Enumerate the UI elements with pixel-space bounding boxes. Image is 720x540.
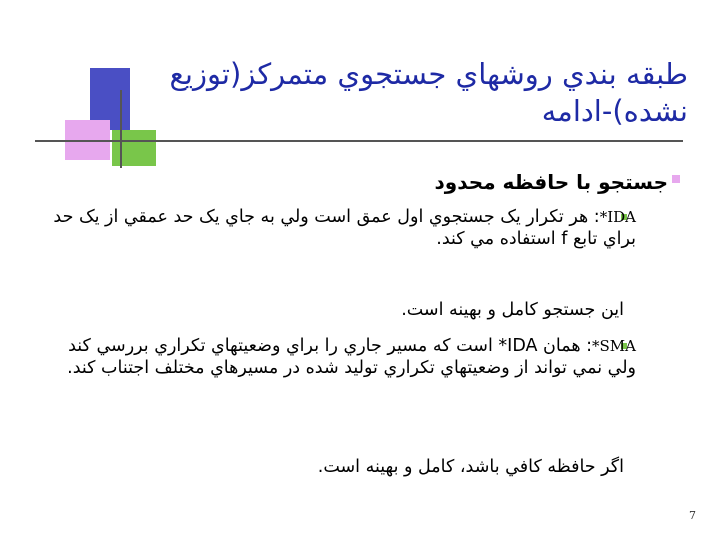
item-text: : همان IDA* است که مسير جاري را براي وضعيتهاي تکراري بررسي کند ولي نمي تواند از وضعيتهاي تکراري توليد شده در مسيرهاي مختلف اجتناب کند. (67, 336, 636, 378)
decor-square-green (112, 130, 156, 166)
section-heading: جستجو با حافظه محدود (434, 170, 668, 194)
bullet-square-icon (672, 175, 680, 183)
term-ida: IDA* (599, 208, 636, 226)
term-sma: SMA* (592, 337, 636, 355)
item-note: اگر حافظه کافي باشد، کامل و بهينه است. (317, 457, 624, 477)
item-text: : هر تکرار يک جستجوي اول عمق است ولي به جاي يک حد عمقي از يک حد براي تابع f استفاده مي کند. (53, 207, 636, 249)
list-item-ida (44, 206, 636, 250)
page-number: 7 (689, 509, 696, 522)
list-item-sma (44, 335, 636, 379)
title-underline (35, 140, 683, 142)
slide-title: طبقه بندي روشهاي جستجوي متمرکز(توزيع نشده)-ادامه (169, 57, 688, 128)
item-note: اين جستجو کامل و بهينه است. (401, 300, 624, 320)
